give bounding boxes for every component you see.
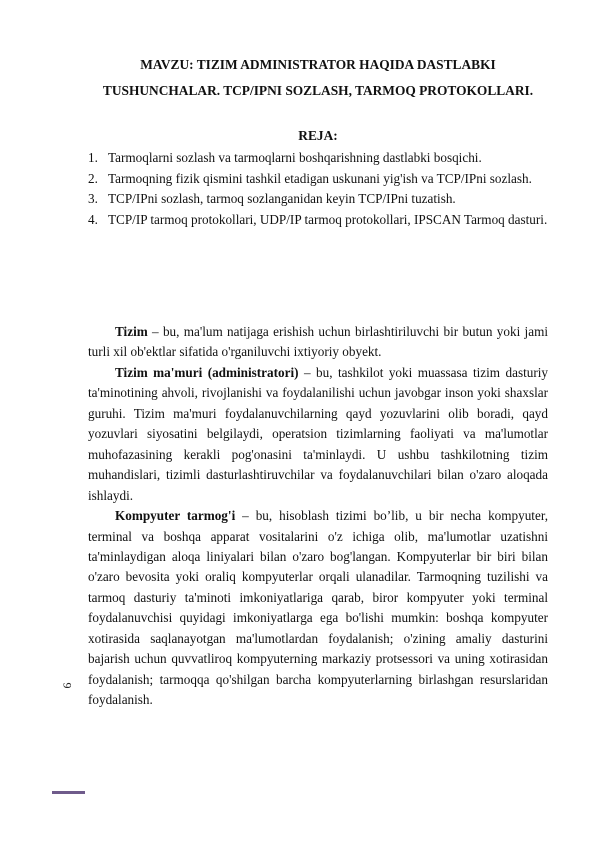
title-line-2: TUSHUNCHALAR. TCP/IPNI SOZLASH, TARMOQ PROTOKOLLARI. <box>102 83 534 98</box>
plan-item-text: Tarmoqlarni sozlash va tarmoqlarni boshqarishning dastlabki bosqichi. <box>108 150 482 165</box>
plan-item <box>88 190 548 209</box>
plan-item <box>88 149 548 168</box>
plan-item-text: Tarmoqning fizik qismini tashkil etadigan uskunani yig'ish va TCP/IPni sozlash. <box>108 170 532 186</box>
term-kompyuter-tarmogi: Kompyuter tarmog'i <box>115 508 236 524</box>
body-text <box>88 322 548 711</box>
plan-item-number: 3. <box>88 191 98 206</box>
plan-item-text: TCP/IP tarmoq protokollari, UDP/IP tarmoq protokollari, IPSCAN Tarmoq dasturi. <box>108 211 548 227</box>
page-title <box>88 52 548 104</box>
plan-item-text: TCP/IPni sozlash, tarmoq sozlanganidan keyin TCP/IPni tuzatish. <box>108 191 456 206</box>
paragraph-kompyuter-tarmogi <box>88 506 548 711</box>
term-tizim-mamuri: Tizim ma'muri (administratori) <box>115 364 299 380</box>
definition-tizim: – bu, ma'lum natijaga erishish uchun birlashtiriluvchi bir butun yoki jami turli xil ob'ektlar sifatida o'rganiluvchi ixtiyoriy obyekt. <box>88 324 548 360</box>
page-number: 9 <box>60 682 75 689</box>
definition-tizim-mamuri: – bu, tashkilot yoki muassasa tizim dasturiy ta'minotining ahvoli, rivojlanishi va foydalanilishi uchun javobgar inson yoki shaxslar guruhi. Tizim ma'muri foydalanuvchilarning qayd yozuvlarini olib boradi, qayd yozuvlari siyosatini belgilaydi, operatsion tizimlarning faoliyati va ma'lumotlar muhofazasining kerakli pog'onasini ta'minlaydi. U ushbu tashkilotning tizim muhandislari, tizimli dasturlashtiruvchilar va foydalanuvchilari bilan o'zaro aloqada ishlaydi. <box>88 364 548 503</box>
paragraph-tizim-mamuri <box>88 363 548 506</box>
plan-item <box>88 170 548 189</box>
paragraph-tizim <box>88 322 548 363</box>
plan-heading: REJA: <box>298 128 338 143</box>
plan-item-number: 1. <box>88 150 98 165</box>
plan-item <box>88 211 548 230</box>
term-tizim: Tizim <box>115 324 148 339</box>
definition-kompyuter-tarmogi: – bu, hisoblash tizimi bo’lib, u bir necha kompyuter, terminal va boshqa apparat vositalarini o'z ichiga olib, ma'lumotlar uzatishni ta'minlaydigan aloqa liniyalari bilan o'zaro bog'langan. Kompyuterlar bir biri bilan o'zaro bevosita yoki oraliq kompyuterlar orqali ulanadilar. Tarmoqning tuzilishi va tarmoq dasturiy ta'minoti imkoniyatlariga qarab, biror kompyuter yoki terminal foydalanuvchisi quyidagi imkoniyatlarga ega bo'lishi mumkin: boshqa kompyuter xotirasida saqlanayotgan ma'lumotlardan foydalanish; o'zining amaliy dasturini bajarish uchun quvvatliroq kompyuterning markaziy protsessori va uning xotirasidan foydalanish; tarmoqqa qo'shilgan barcha kompyuterlarning birlashgan resurslaridan foydalanish. <box>88 508 548 708</box>
footer-decorative-bar <box>52 791 85 794</box>
title-line-1: MAVZU: TIZIM ADMINISTRATOR HAQIDA DASTLABKI <box>140 57 496 72</box>
plan-item-number: 4. <box>88 211 98 227</box>
plan-list <box>88 149 548 231</box>
plan-item-number: 2. <box>88 170 98 186</box>
